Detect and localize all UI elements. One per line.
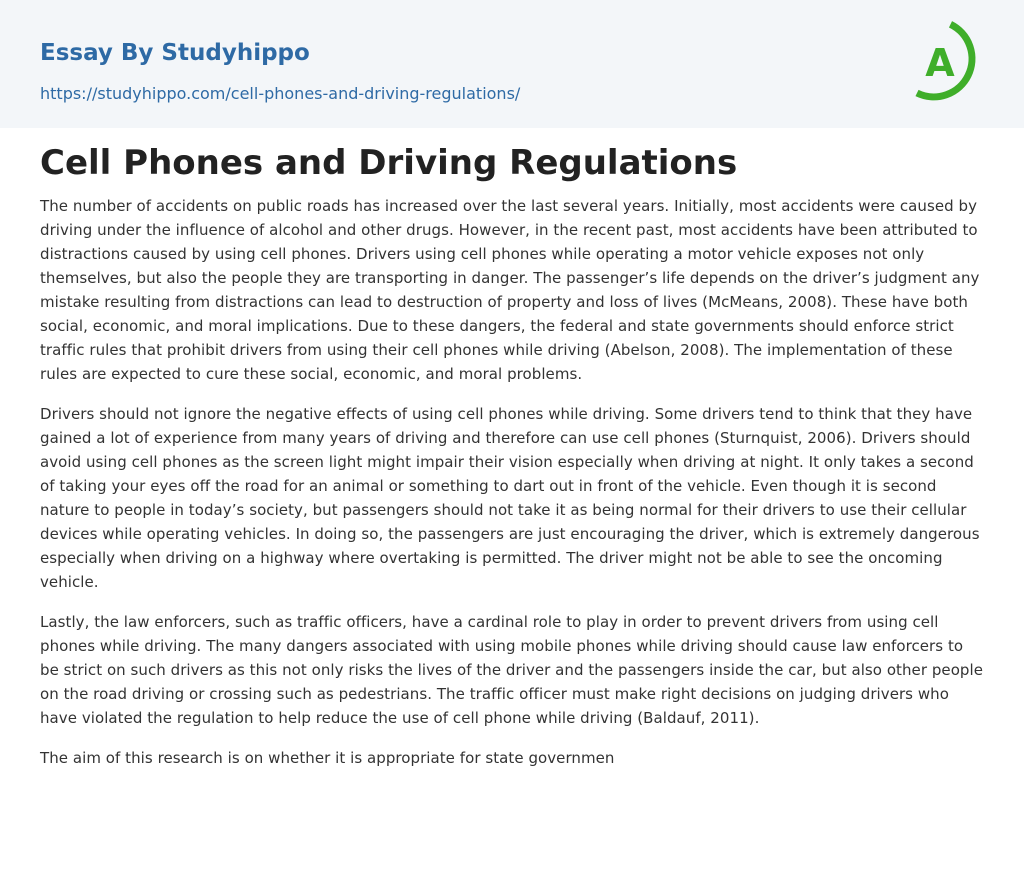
site-header	[0, 0, 1024, 128]
source-url-link[interactable]: https://studyhippo.com/cell-phones-and-driving-regulations/	[40, 84, 521, 103]
article-paragraph: The aim of this research is on whether it is appropriate for state governmen	[40, 749, 615, 767]
site-brand[interactable]: Essay By Studyhippo	[40, 40, 310, 66]
logo-letter: A	[925, 41, 955, 85]
article-paragraph: Lastly, the law enforcers, such as traffic officers, have a cardinal role to play in order to prevent drivers from using cell phones while driving. The many dangers associated with using mobile phones while driving should cause law enforcers to be strict on such drivers as this not only risks the lives of the driver and the passengers inside the car, but also other people on the road driving or crossing such as pedestrians. The traffic officer must make right decisions on judging drivers who have violated the regulation to help reduce the use of cell phone while driving (Baldauf, 2011).	[40, 613, 984, 727]
article-paragraph: Drivers should not ignore the negative effects of using cell phones while driving. Some drivers tend to think that they have gained a lot of experience from many years of driving and therefore can use cell phones (Sturnquist, 2006). Drivers should avoid using cell phones as the screen light might impair their vision especially when driving at night. It only takes a second of taking your eyes off the road for an animal or something to dart out in front of the vehicle. Even though it is second nature to people in today’s society, but passengers should not take it as being normal for their drivers to use their cellular devices while operating vehicles. In doing so, the passengers are just encouraging the driver, which is extremely dangerous especially when driving on a highway where overtaking is permitted. The driver might not be able to see the oncoming vehicle.	[40, 405, 980, 591]
article-paragraph: The number of accidents on public roads has increased over the last several years. Initially, most accidents were caused by driving under the influence of alcohol and other drugs. However, in the recent past, most accidents have been attributed to distractions caused by using cell phones. Drivers using cell phones while operating a motor vehicle exposes not only themselves, but also the people they are transporting in danger. The passenger’s life depends on the driver’s judgment any mistake resulting from distractions can lead to destruction of property and loss of lives (McMeans, 2008). These have both social, economic, and moral implications. Due to these dangers, the federal and state governments should enforce strict traffic rules that prohibit drivers from using their cell phones while driving (Abelson, 2008). The implementation of these rules are expected to cure these social, economic, and moral problems.	[40, 197, 980, 383]
studyhippo-logo-icon[interactable]	[910, 18, 990, 106]
page-title: Cell Phones and Driving Regulations	[40, 143, 738, 183]
article-body	[40, 194, 985, 786]
